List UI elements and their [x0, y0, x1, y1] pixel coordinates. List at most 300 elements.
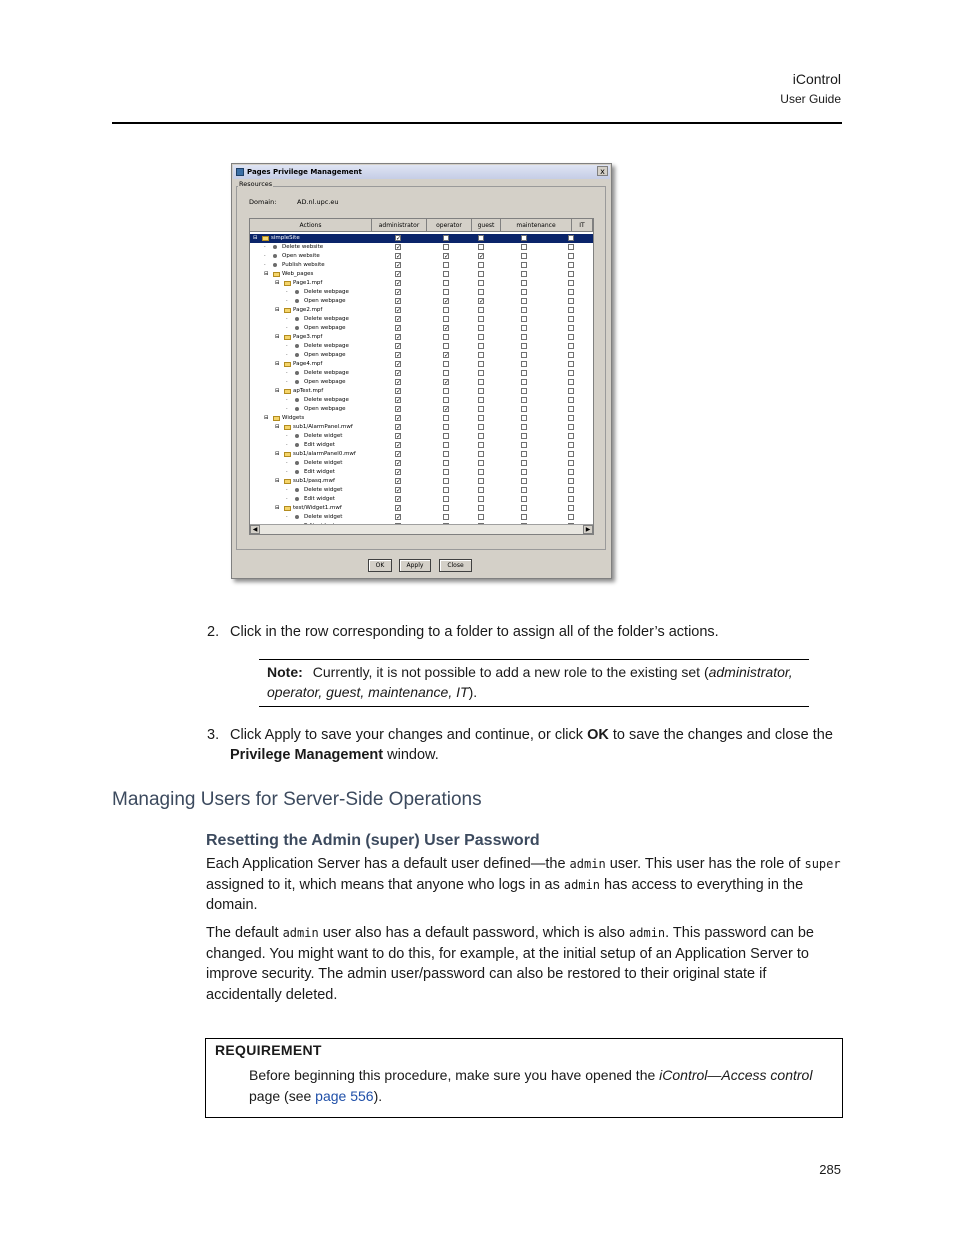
role-checkbox[interactable]: ✓: [396, 244, 402, 251]
scroll-left-icon[interactable]: ◀: [250, 525, 260, 534]
note-label: Note:: [267, 664, 303, 680]
role-checkbox[interactable]: [568, 406, 574, 412]
action-icon: [273, 254, 277, 258]
role-checkbox[interactable]: [478, 307, 484, 313]
role-checkbox[interactable]: [443, 361, 449, 367]
role-checkbox[interactable]: [478, 370, 484, 376]
role-checkbox[interactable]: ✓: [444, 352, 450, 359]
collapse-icon[interactable]: ⊟: [275, 424, 280, 430]
folder-icon: [273, 416, 280, 421]
row-label: Page3.mpf: [293, 334, 323, 340]
role-checkbox[interactable]: [568, 334, 574, 340]
table-row[interactable]: [250, 495, 593, 504]
table-row[interactable]: [250, 414, 593, 423]
role-checkbox[interactable]: [521, 424, 527, 430]
table-row[interactable]: [250, 459, 593, 468]
role-checkbox[interactable]: [521, 496, 527, 502]
table-row[interactable]: [250, 450, 593, 459]
role-checkbox[interactable]: [568, 298, 574, 304]
role-checkbox[interactable]: [568, 352, 574, 358]
role-checkbox[interactable]: [568, 235, 574, 241]
row-label: Delete widget: [304, 433, 343, 439]
role-checkbox[interactable]: [478, 487, 484, 493]
table-row[interactable]: [250, 486, 593, 495]
table-row[interactable]: [250, 477, 593, 486]
role-checkbox[interactable]: [568, 343, 574, 349]
role-checkbox[interactable]: [568, 487, 574, 493]
row-label: Web_pages: [282, 271, 314, 277]
row-label: Open webpage: [304, 406, 346, 412]
role-checkbox[interactable]: ✓: [444, 298, 450, 305]
table-row[interactable]: [250, 396, 593, 405]
role-checkbox[interactable]: ✓: [396, 397, 402, 404]
role-checkbox[interactable]: [568, 496, 574, 502]
role-checkbox[interactable]: [443, 280, 449, 286]
table-row[interactable]: [250, 288, 593, 297]
collapse-icon[interactable]: ⊟: [275, 307, 280, 313]
role-checkbox[interactable]: [521, 352, 527, 358]
role-checkbox[interactable]: [443, 307, 449, 313]
folder-icon: [284, 389, 291, 394]
role-checkbox[interactable]: ✓: [396, 496, 402, 503]
role-checkbox[interactable]: ✓: [396, 424, 402, 431]
row-label: Delete website: [282, 244, 324, 250]
role-checkbox[interactable]: [443, 496, 449, 502]
role-checkbox[interactable]: [478, 460, 484, 466]
close-button[interactable]: Close: [439, 559, 472, 572]
ok-button[interactable]: OK: [368, 559, 392, 572]
role-checkbox[interactable]: ✓: [396, 379, 402, 386]
role-checkbox[interactable]: [478, 406, 484, 412]
action-icon: [295, 443, 299, 447]
role-checkbox[interactable]: ✓: [396, 514, 402, 521]
table-row[interactable]: [250, 234, 593, 243]
action-icon: [295, 326, 299, 330]
subsection-title: Resetting the Admin (super) User Password: [206, 832, 540, 849]
role-checkbox[interactable]: [568, 262, 574, 268]
para2-c: . This password can be changed. You might want to do this, for example, at the initial setup of an Application Server to improve security. The admin user/password can also be restored to their original state if accidentally deleted.: [206, 925, 814, 1003]
row-label: test/Widget1.mwf: [293, 505, 342, 511]
tree-connector-icon: ·: [264, 262, 266, 268]
role-checkbox[interactable]: [478, 388, 484, 394]
role-checkbox[interactable]: ✓: [396, 298, 402, 305]
role-checkbox[interactable]: ✓: [396, 469, 402, 476]
role-checkbox[interactable]: [478, 334, 484, 340]
role-checkbox[interactable]: [521, 361, 527, 367]
role-checkbox[interactable]: [478, 415, 484, 421]
role-checkbox[interactable]: [478, 496, 484, 502]
window-title-bar: [233, 165, 610, 179]
role-checkbox[interactable]: [521, 487, 527, 493]
role-checkbox[interactable]: [478, 433, 484, 439]
req-text-a: Before beginning this procedure, make sure you have opened the: [249, 1067, 660, 1083]
role-checkbox[interactable]: [443, 370, 449, 376]
role-checkbox[interactable]: [443, 289, 449, 295]
column-header[interactable]: guest: [472, 219, 501, 232]
role-checkbox[interactable]: [521, 235, 527, 241]
role-checkbox[interactable]: [443, 487, 449, 493]
role-checkbox[interactable]: [443, 433, 449, 439]
role-checkbox[interactable]: [443, 343, 449, 349]
row-label: sub1/alarmPanel0.mwf: [293, 451, 356, 457]
role-checkbox[interactable]: [478, 478, 484, 484]
role-checkbox[interactable]: [443, 469, 449, 475]
para2-admin-code-2: admin: [629, 926, 666, 940]
table-row[interactable]: [250, 315, 593, 324]
req-text-c: ).: [373, 1088, 383, 1104]
tree-connector-icon: ·: [286, 379, 288, 385]
role-checkbox[interactable]: ✓: [396, 487, 402, 494]
tree-connector-icon: ·: [286, 406, 288, 412]
role-checkbox[interactable]: [568, 469, 574, 475]
row-label: Edit widget: [304, 442, 335, 448]
role-checkbox[interactable]: [478, 451, 484, 457]
para1-admin-code: admin: [569, 857, 606, 871]
requirement-text: [249, 1065, 834, 1107]
table-row[interactable]: [250, 306, 593, 315]
table-row[interactable]: [250, 432, 593, 441]
role-checkbox[interactable]: ✓: [396, 343, 402, 350]
role-checkbox[interactable]: [443, 235, 449, 241]
role-checkbox[interactable]: ✓: [396, 433, 402, 440]
role-checkbox[interactable]: [443, 478, 449, 484]
table-row[interactable]: [250, 324, 593, 333]
note-end: ).: [468, 684, 478, 700]
role-checkbox[interactable]: [443, 514, 449, 520]
row-label: Widgets: [282, 415, 305, 421]
para2-a: The default: [206, 925, 283, 941]
role-checkbox[interactable]: ✓: [444, 325, 450, 332]
scroll-right-icon[interactable]: ▶: [583, 525, 593, 534]
role-checkbox[interactable]: [521, 370, 527, 376]
role-checkbox[interactable]: ✓: [396, 478, 402, 485]
table-row[interactable]: [250, 468, 593, 477]
role-checkbox[interactable]: ✓: [396, 307, 402, 314]
role-checkbox[interactable]: [478, 289, 484, 295]
role-checkbox[interactable]: [521, 253, 527, 259]
action-icon: [295, 371, 299, 375]
role-checkbox[interactable]: [443, 388, 449, 394]
role-checkbox[interactable]: [521, 343, 527, 349]
role-checkbox[interactable]: [478, 280, 484, 286]
role-checkbox[interactable]: [478, 379, 484, 385]
role-checkbox[interactable]: ✓: [396, 415, 402, 422]
role-checkbox[interactable]: [521, 433, 527, 439]
role-checkbox[interactable]: [521, 460, 527, 466]
table-row[interactable]: [250, 405, 593, 414]
role-checkbox[interactable]: ✓: [444, 406, 450, 413]
role-checkbox[interactable]: [568, 325, 574, 331]
table-row[interactable]: [250, 342, 593, 351]
role-checkbox[interactable]: [478, 343, 484, 349]
tree-connector-icon: ·: [286, 496, 288, 502]
tree-connector-icon: ·: [286, 514, 288, 520]
row-label: Delete widget: [304, 514, 343, 520]
role-checkbox[interactable]: ✓: [396, 235, 402, 242]
role-checkbox[interactable]: ✓: [396, 289, 402, 296]
domain-label: Domain:: [249, 198, 277, 206]
role-checkbox[interactable]: ✓: [396, 442, 402, 449]
collapse-icon[interactable]: ⊟: [275, 478, 280, 484]
action-icon: [295, 317, 299, 321]
role-checkbox[interactable]: [521, 262, 527, 268]
role-checkbox[interactable]: [478, 244, 484, 250]
row-label: Delete widget: [304, 487, 343, 493]
role-checkbox[interactable]: ✓: [396, 253, 402, 260]
table-row[interactable]: [250, 243, 593, 252]
role-checkbox[interactable]: [521, 478, 527, 484]
table-row[interactable]: [250, 270, 593, 279]
role-checkbox[interactable]: [521, 415, 527, 421]
role-checkbox[interactable]: [568, 514, 574, 520]
tree-connector-icon: ·: [286, 352, 288, 358]
step3-text-c: window.: [383, 747, 439, 763]
row-label: Delete widget: [304, 460, 343, 466]
table-row[interactable]: [250, 333, 593, 342]
row-label: Delete webpage: [304, 370, 349, 376]
role-checkbox[interactable]: [443, 316, 449, 322]
apply-button[interactable]: Apply: [399, 559, 431, 572]
table-row[interactable]: [250, 261, 593, 270]
column-header[interactable]: IT: [572, 219, 593, 232]
req-text-b: page (see: [249, 1088, 316, 1104]
page-556-link[interactable]: page 556: [315, 1088, 374, 1104]
role-checkbox[interactable]: ✓: [396, 406, 402, 413]
role-checkbox[interactable]: [568, 379, 574, 385]
role-checkbox[interactable]: [568, 271, 574, 277]
folder-icon: [284, 281, 291, 286]
role-checkbox[interactable]: [521, 271, 527, 277]
role-checkbox[interactable]: [478, 469, 484, 475]
role-checkbox[interactable]: [568, 307, 574, 313]
tree-connector-icon: ·: [286, 460, 288, 466]
header-rule: [112, 122, 842, 124]
collapse-icon[interactable]: ⊟: [275, 505, 280, 511]
tree-connector-icon: ·: [286, 325, 288, 331]
role-checkbox[interactable]: [521, 280, 527, 286]
action-icon: [295, 290, 299, 294]
header-subtitle: User Guide: [780, 92, 841, 106]
role-checkbox[interactable]: [443, 397, 449, 403]
role-checkbox[interactable]: [443, 424, 449, 430]
row-label: Edit widget: [304, 496, 335, 502]
action-icon: [295, 434, 299, 438]
role-checkbox[interactable]: [443, 451, 449, 457]
role-checkbox[interactable]: [568, 388, 574, 394]
horizontal-scrollbar[interactable]: [250, 524, 593, 534]
role-checkbox[interactable]: ✓: [396, 460, 402, 467]
column-header[interactable]: administrator: [372, 219, 427, 232]
role-checkbox[interactable]: ✓: [396, 334, 402, 341]
role-checkbox[interactable]: [568, 244, 574, 250]
role-checkbox[interactable]: [568, 433, 574, 439]
table-row[interactable]: [250, 252, 593, 261]
role-checkbox[interactable]: [478, 397, 484, 403]
table-row[interactable]: [250, 369, 593, 378]
role-checkbox[interactable]: [521, 469, 527, 475]
role-checkbox[interactable]: ✓: [444, 379, 450, 386]
role-checkbox[interactable]: [478, 262, 484, 268]
role-checkbox[interactable]: [521, 514, 527, 520]
row-label: Open webpage: [304, 325, 346, 331]
role-checkbox[interactable]: [521, 379, 527, 385]
page-number: 285: [819, 1162, 841, 1177]
table-row[interactable]: [250, 360, 593, 369]
role-checkbox[interactable]: [478, 514, 484, 520]
row-label: Page1.mpf: [293, 280, 323, 286]
collapse-icon[interactable]: ⊟: [275, 361, 280, 367]
role-checkbox[interactable]: [443, 271, 449, 277]
role-checkbox[interactable]: [521, 388, 527, 394]
tree-connector-icon: ·: [286, 298, 288, 304]
role-checkbox[interactable]: [568, 370, 574, 376]
table-row[interactable]: [250, 423, 593, 432]
tree-connector-icon: ·: [286, 370, 288, 376]
role-checkbox[interactable]: ✓: [479, 253, 485, 260]
role-checkbox[interactable]: [568, 415, 574, 421]
role-checkbox[interactable]: [568, 442, 574, 448]
role-checkbox[interactable]: ✓: [396, 325, 402, 332]
step3-privilege-management: Privilege Management: [230, 747, 384, 763]
role-checkbox[interactable]: ✓: [479, 298, 485, 305]
role-checkbox[interactable]: [568, 280, 574, 286]
role-checkbox[interactable]: [568, 253, 574, 259]
section-title: Managing Users for Server-Side Operations: [112, 789, 482, 810]
row-label: Open webpage: [304, 379, 346, 385]
role-checkbox[interactable]: [443, 244, 449, 250]
privilege-table: [249, 218, 594, 535]
action-icon: [273, 245, 277, 249]
table-row[interactable]: [250, 387, 593, 396]
step3-text-a: Click Apply to save your changes and continue, or click: [230, 727, 588, 743]
column-header[interactable]: maintenance: [501, 219, 572, 232]
collapse-icon[interactable]: ⊟: [253, 235, 258, 241]
action-icon: [295, 344, 299, 348]
tree-connector-icon: ·: [286, 289, 288, 295]
table-row[interactable]: [250, 351, 593, 360]
role-checkbox[interactable]: [521, 334, 527, 340]
table-row[interactable]: [250, 297, 593, 306]
step-text: Click in the row corresponding to a folder to assign all of the folder’s actions.: [230, 624, 719, 640]
req-page-name: iControl—Access control: [659, 1067, 813, 1083]
collapse-icon[interactable]: ⊟: [264, 415, 269, 421]
role-checkbox[interactable]: [478, 352, 484, 358]
column-header[interactable]: operator: [427, 219, 472, 232]
role-checkbox[interactable]: [568, 424, 574, 430]
role-checkbox[interactable]: ✓: [396, 316, 402, 323]
role-checkbox[interactable]: [568, 316, 574, 322]
role-checkbox[interactable]: ✓: [396, 352, 402, 359]
tree-connector-icon: ·: [286, 487, 288, 493]
collapse-icon[interactable]: ⊟: [275, 334, 280, 340]
role-checkbox[interactable]: [521, 307, 527, 313]
domain-value: AD.nl.upc.eu: [297, 198, 339, 206]
collapse-icon[interactable]: ⊟: [275, 280, 280, 286]
role-checkbox[interactable]: [568, 505, 574, 511]
role-checkbox[interactable]: [568, 289, 574, 295]
role-checkbox[interactable]: [478, 325, 484, 331]
paragraph-2: [206, 923, 846, 1005]
role-checkbox[interactable]: [478, 316, 484, 322]
role-checkbox[interactable]: [443, 442, 449, 448]
collapse-icon[interactable]: ⊟: [264, 271, 269, 277]
role-checkbox[interactable]: ✓: [396, 451, 402, 458]
collapse-icon[interactable]: ⊟: [275, 451, 280, 457]
role-checkbox[interactable]: [521, 451, 527, 457]
role-checkbox[interactable]: [521, 505, 527, 511]
role-checkbox[interactable]: ✓: [396, 361, 402, 368]
role-checkbox[interactable]: [568, 460, 574, 466]
resources-legend: Resources: [239, 180, 273, 188]
row-label: Page4.mpf: [293, 361, 323, 367]
role-checkbox[interactable]: [521, 406, 527, 412]
row-label: apTest.mpf: [293, 388, 324, 394]
role-checkbox[interactable]: ✓: [396, 262, 402, 269]
table-row[interactable]: [250, 279, 593, 288]
role-checkbox[interactable]: [521, 397, 527, 403]
table-row[interactable]: [250, 378, 593, 387]
close-icon[interactable]: x: [597, 166, 608, 176]
role-checkbox[interactable]: ✓: [396, 271, 402, 278]
role-checkbox[interactable]: [521, 298, 527, 304]
role-checkbox[interactable]: [443, 505, 449, 511]
table-row[interactable]: [250, 504, 593, 513]
role-checkbox[interactable]: [521, 289, 527, 295]
table-row[interactable]: [250, 513, 593, 522]
collapse-icon[interactable]: ⊟: [275, 388, 280, 394]
role-checkbox[interactable]: ✓: [396, 505, 402, 512]
role-checkbox[interactable]: ✓: [396, 280, 402, 287]
tree-connector-icon: ·: [264, 244, 266, 250]
role-checkbox[interactable]: [521, 325, 527, 331]
role-checkbox[interactable]: ✓: [444, 253, 450, 260]
role-checkbox[interactable]: [568, 361, 574, 367]
folder-icon: [284, 308, 291, 313]
step-text: [230, 725, 837, 765]
role-checkbox[interactable]: [521, 316, 527, 322]
step-2: [207, 622, 837, 642]
row-label: Delete webpage: [304, 316, 349, 322]
header-title: iControl: [792, 71, 841, 87]
row-label: sub1/pasq.mwf: [293, 478, 335, 484]
tree-connector-icon: ·: [286, 433, 288, 439]
folder-icon: [284, 425, 291, 430]
role-checkbox[interactable]: [478, 424, 484, 430]
role-checkbox[interactable]: [443, 262, 449, 268]
role-checkbox[interactable]: [568, 397, 574, 403]
role-checkbox[interactable]: [478, 505, 484, 511]
role-checkbox[interactable]: [478, 361, 484, 367]
role-checkbox[interactable]: [478, 235, 484, 241]
role-checkbox[interactable]: ✓: [396, 388, 402, 395]
role-checkbox[interactable]: [478, 271, 484, 277]
role-checkbox[interactable]: [443, 334, 449, 340]
folder-icon: [284, 506, 291, 511]
column-header[interactable]: Actions: [250, 219, 372, 232]
role-checkbox[interactable]: [478, 442, 484, 448]
table-row[interactable]: [250, 441, 593, 450]
role-checkbox[interactable]: [568, 451, 574, 457]
role-checkbox[interactable]: [521, 442, 527, 448]
role-checkbox[interactable]: [568, 478, 574, 484]
role-checkbox[interactable]: [521, 244, 527, 250]
role-checkbox[interactable]: ✓: [396, 370, 402, 377]
folder-icon: [284, 479, 291, 484]
folder-icon: [284, 452, 291, 457]
role-checkbox[interactable]: [443, 460, 449, 466]
role-checkbox[interactable]: [443, 415, 449, 421]
row-label: Open website: [282, 253, 320, 259]
